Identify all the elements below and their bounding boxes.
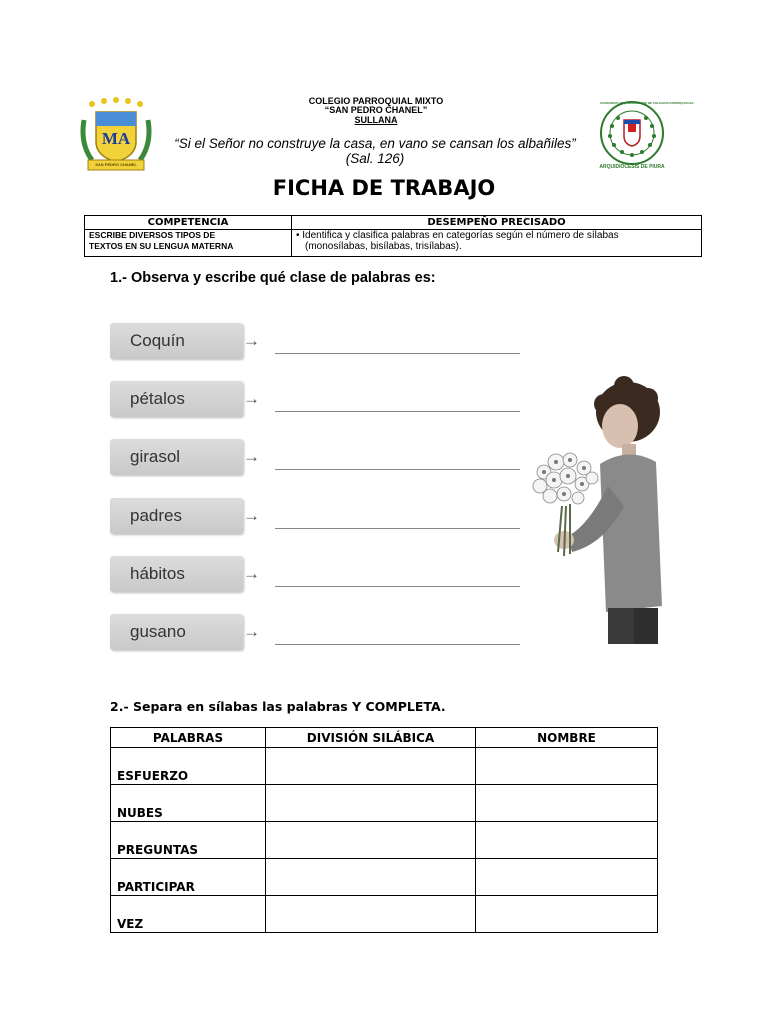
- table-row-word: PREGUNTAS: [111, 822, 266, 859]
- competency-text-line2: TEXTOS EN SU LENGUA MATERNA: [89, 241, 234, 251]
- syllable-table: [110, 727, 658, 933]
- school-name-line2: “SAN PEDRO CHANEL”: [324, 105, 428, 115]
- answer-line[interactable]: [275, 644, 520, 645]
- nombre-cell[interactable]: [476, 859, 658, 896]
- table-row-word: NUBES: [111, 785, 266, 822]
- arrow-right-icon: →: [243, 506, 260, 525]
- division-cell[interactable]: [266, 859, 476, 896]
- nombre-cell[interactable]: [476, 785, 658, 822]
- competency-header: COMPETENCIA: [85, 216, 292, 230]
- arrow-right-icon: →: [243, 564, 260, 583]
- division-cell[interactable]: [266, 896, 476, 933]
- word-card: Coquín: [110, 323, 243, 359]
- seal-ring-text: CONSORCIO ARQUIDIOCESANO DE COLEGIOS PARROQUIALES: [600, 101, 694, 105]
- word-card: padres: [110, 498, 243, 534]
- table-row-word: PARTICIPAR: [111, 859, 266, 896]
- arrow-right-icon: →: [243, 622, 260, 641]
- answer-line[interactable]: [275, 353, 520, 354]
- division-cell[interactable]: [266, 785, 476, 822]
- performance-cell: [292, 230, 702, 257]
- header-division-silabica: DIVISIÓN SILÁBICA: [266, 728, 476, 748]
- school-city: SULLANA: [354, 115, 398, 125]
- motto-quote: “Si el Señor no construye la casa, en vano se cansan los albañiles”: [174, 136, 576, 151]
- word-card: girasol: [110, 439, 243, 475]
- answer-line[interactable]: [275, 528, 520, 529]
- page-title: FICHA DE TRABAJO: [272, 176, 496, 200]
- word-card: gusano: [110, 614, 243, 650]
- motto-reference: (Sal. 126): [345, 151, 405, 166]
- header-palabras: PALABRAS: [111, 728, 266, 748]
- bullet-icon: •: [296, 230, 303, 241]
- arrow-right-icon: →: [243, 331, 260, 350]
- answer-line[interactable]: [275, 411, 520, 412]
- answer-line[interactable]: [275, 469, 520, 470]
- arrow-right-icon: →: [243, 389, 260, 408]
- consortium-seal-logo: [594, 100, 694, 172]
- seal-bottom-text: ARQUIDIÓCESIS DE PIURA: [599, 164, 665, 170]
- table-row-word: ESFUERZO: [111, 748, 266, 785]
- performance-text-line2: (monosílabas, bisílabas, trisílabas).: [305, 241, 462, 252]
- performance-header: DESEMPEÑO PRECISADO: [292, 216, 702, 230]
- answer-line[interactable]: [275, 586, 520, 587]
- performance-text-line1: Identifica y clasifica palabras en categorías según el número de sílabas: [302, 230, 619, 241]
- division-cell[interactable]: [266, 748, 476, 785]
- svg-text:MA: MA: [101, 129, 131, 148]
- word-card: hábitos: [110, 556, 243, 592]
- table-row-word: VEZ: [111, 896, 266, 933]
- nombre-cell[interactable]: [476, 896, 658, 933]
- nombre-cell[interactable]: [476, 748, 658, 785]
- nombre-cell[interactable]: [476, 822, 658, 859]
- arrow-right-icon: →: [243, 447, 260, 466]
- school-name-line1: COLEGIO PARROQUIAL MIXTO: [308, 96, 444, 106]
- division-cell[interactable]: [266, 822, 476, 859]
- competency-text-line1: ESCRIBE DIVERSOS TIPOS DE: [89, 230, 216, 240]
- header-nombre: NOMBRE: [476, 728, 658, 748]
- crest-banner-text: SAN PEDRO CHANEL: [95, 162, 137, 167]
- competency-cell: [85, 230, 292, 257]
- boy-with-flowers-illustration: [528, 376, 670, 646]
- competency-table: [84, 215, 702, 257]
- exercise1-instruction: 1.- Observa y escribe qué clase de palabras es:: [110, 270, 436, 286]
- word-card: pétalos: [110, 381, 243, 417]
- exercise2-instruction: 2.- Separa en sílabas las palabras Y COMPLETA.: [110, 699, 446, 714]
